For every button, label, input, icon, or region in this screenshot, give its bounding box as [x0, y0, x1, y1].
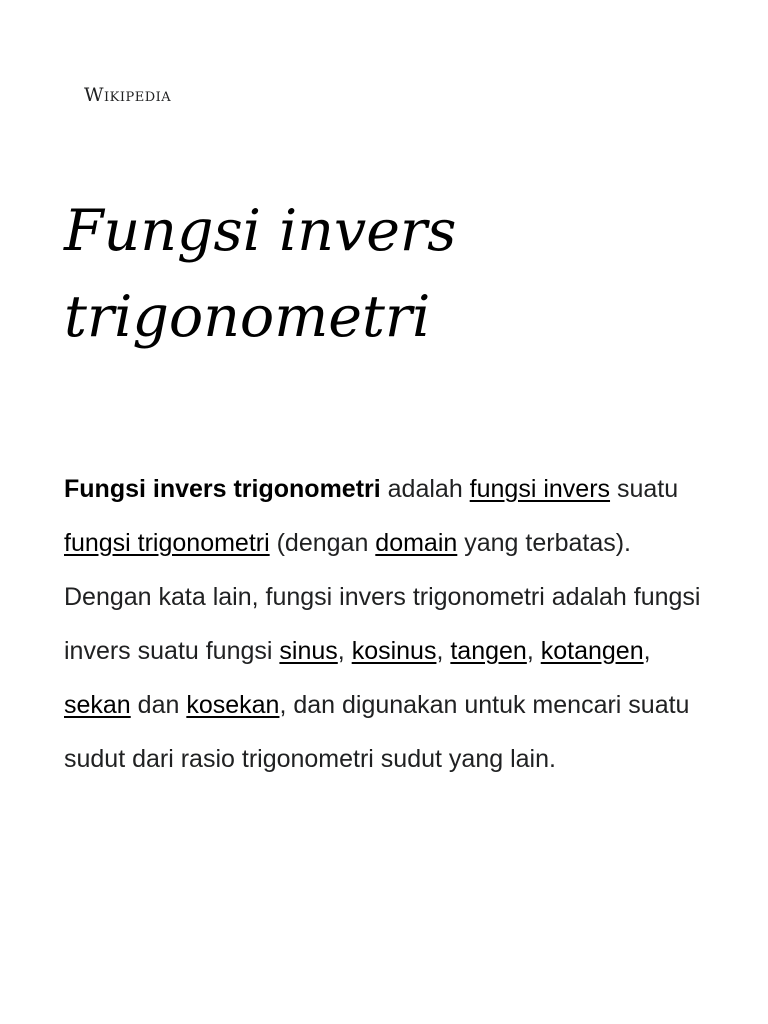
text-segment: (dengan — [269, 529, 376, 557]
lead-paragraph — [64, 462, 704, 786]
link-fungsi-trigonometri[interactable]: fungsi trigonometri — [64, 529, 270, 557]
link-sekan[interactable]: sekan — [64, 691, 131, 719]
link-kosinus[interactable]: kosinus — [351, 637, 437, 665]
text-segment: yang terbatas). Dengan kata lain, fungsi invers trigonometri adalah fungsi invers suatu fungsi — [64, 529, 701, 665]
page-title: Fungsi invers trigonometri — [64, 198, 457, 350]
text-segment: adalah — [380, 475, 470, 503]
wikipedia-wordmark[interactable]: Wikipedia — [84, 84, 172, 106]
text-segment: , — [526, 637, 541, 665]
text-segment: , dan digunakan untuk mencari suatu sudut dari rasio trigonometri sudut yang lain. — [64, 691, 690, 773]
text-segment: , — [643, 637, 651, 665]
text-segment: dan — [130, 691, 187, 719]
link-kosekan[interactable]: kosekan — [186, 691, 280, 719]
link-kotangen[interactable]: kotangen — [540, 637, 644, 665]
link-fungsi-invers[interactable]: fungsi invers — [469, 475, 611, 503]
link-sinus[interactable]: sinus — [279, 637, 338, 665]
text-segment: , — [436, 637, 451, 665]
text-segment: suatu — [610, 475, 679, 503]
link-domain[interactable]: domain — [375, 529, 458, 557]
link-tangen[interactable]: tangen — [450, 637, 527, 665]
lead-term: Fungsi invers trigonometri — [64, 475, 381, 503]
text-segment: , — [337, 637, 352, 665]
